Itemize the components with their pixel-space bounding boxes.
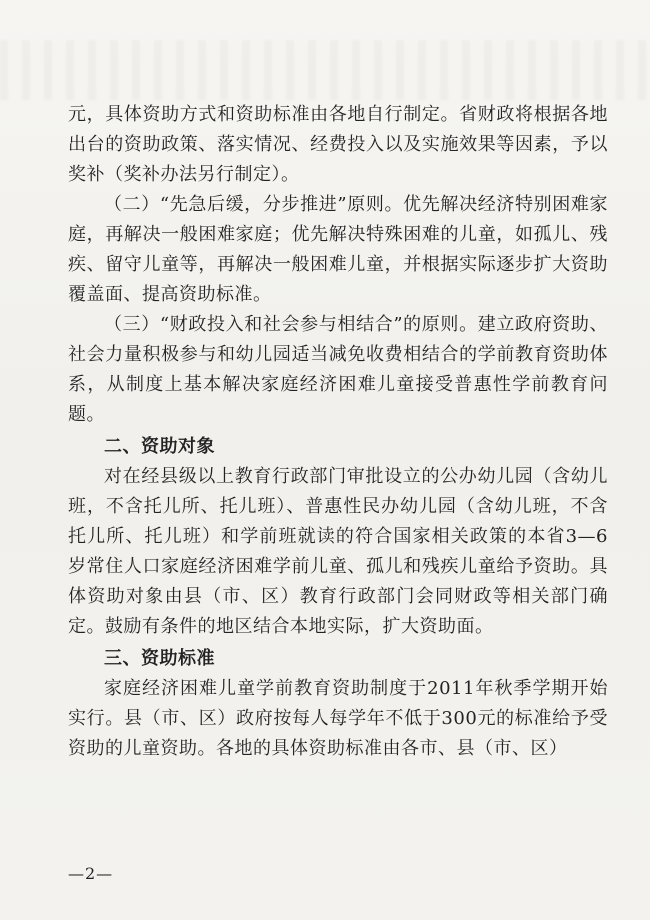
paragraph-continuation: 元，具体资助方式和资助标准由各地自行制定。省财政将根据各地出台的资助政策、落实情况、经费投入以及实施效果等因素，予以奖补（奖补办法另行制定）。 bbox=[68, 104, 608, 185]
bleed-through-shadow bbox=[0, 40, 650, 100]
section-heading-recipients: 二、资助对象 bbox=[104, 436, 215, 457]
paragraph-principle-3: （三）“财政投入和社会参与相结合”的原则。建立政府资助、社会力量积极参与和幼儿园适当减免收费相结合的学前教育资助体系，从制度上基本解决家庭经济困难儿童接受普惠性学前教育问题。 bbox=[68, 314, 608, 425]
page-number: —2— bbox=[68, 864, 114, 883]
document-body bbox=[68, 100, 608, 764]
paragraph-standards: 家庭经济困难儿童学前教育资助制度于2011年秋季学期开始实行。县（市、区）政府按每人每学年不低于300元的标准给予受资助的儿童资助。各地的具体资助标准由各市、县（市、区） bbox=[68, 678, 608, 759]
section-heading-standards: 三、资助标准 bbox=[104, 648, 215, 669]
paragraph-recipients: 对在经县级以上教育行政部门审批设立的公办幼儿园（含幼儿班，不含托儿所、托儿班）、普惠性民办幼儿园（含幼儿班，不含托儿所、托儿班）和学前班就读的符合国家相关政策的本省3—6岁常住人口家庭经济困难学前儿童、孤儿和残疾儿童给予资助。具体资助对象由县（市、区）教育行政部门会同财政等相关部门确定。鼓励有条件的地区结合本地实际，扩大资助面。 bbox=[68, 466, 608, 637]
paragraph-principle-2: （二）“先急后缓，分步推进”原则。优先解决经济特别困难家庭，再解决一般困难家庭；优先解决特殊困难的儿童，如孤儿、残疾、留守儿童等，再解决一般困难儿童，并根据实际逐步扩大资助覆盖面、提高资助标准。 bbox=[68, 194, 608, 305]
